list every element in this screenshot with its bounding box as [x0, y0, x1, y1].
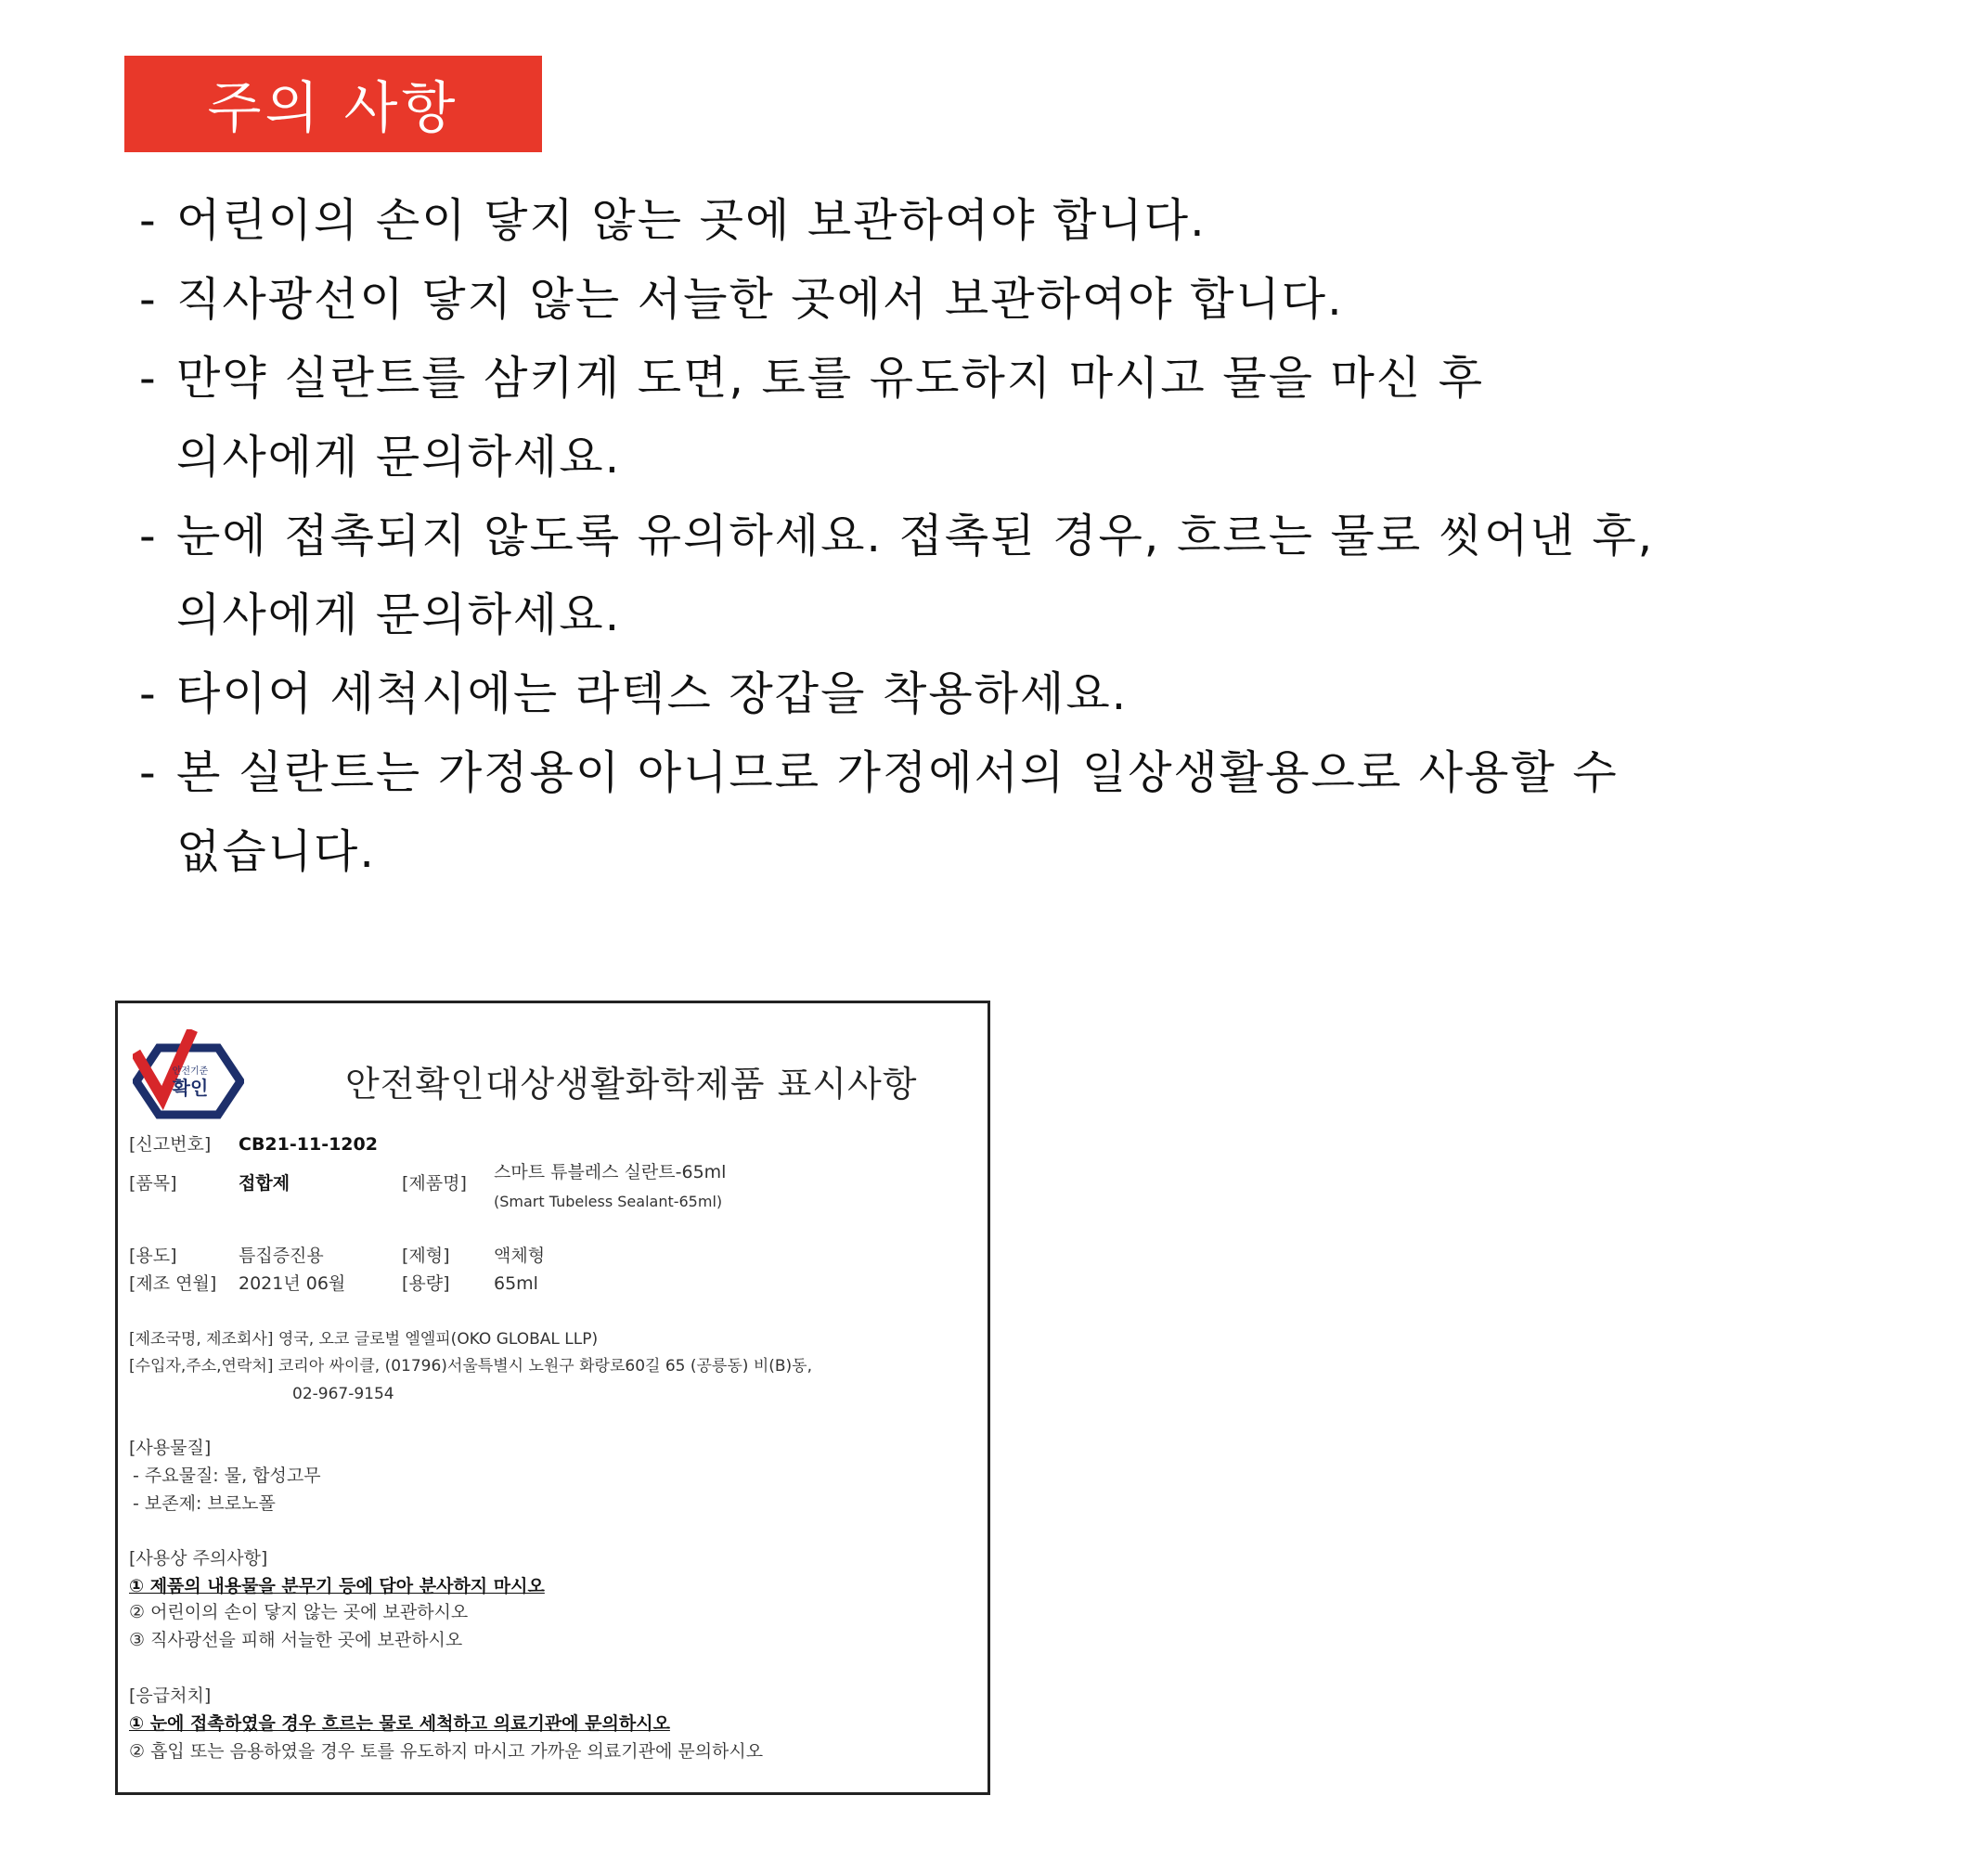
item-value: 접합제: [239, 1173, 290, 1194]
caution-item: [139, 654, 1903, 733]
substance-main: - 주요물질: 물, 합성고무: [133, 1466, 321, 1486]
maker-line: [제조국명, 제조회사] 영국, 오코 글로벌 엘엘피(OKO GLOBAL LLP): [129, 1330, 599, 1349]
emergency-2: ② 흡입 또는 음용하였을 경우 토를 유도하지 마시고 가까운 의료기관에 문의하시오: [129, 1741, 764, 1762]
emergency-label: [응급처치]: [129, 1686, 212, 1706]
bullet-dash: -: [139, 194, 158, 247]
importer-line: [수입자,주소,연락처] 코리아 싸이클, (01796)서울특별시 노원구 화랑로60길 65 (공릉동) 비(B)동,: [129, 1357, 812, 1376]
caution-item: [139, 497, 1903, 654]
caution-text: 타이어 세척시에는 라텍스 장갑을 착용하세요.: [176, 667, 1129, 720]
bullet-dash: -: [139, 352, 158, 405]
logo-text-top: 안전기준: [172, 1066, 209, 1077]
caution-text: 어린이의 손이 닿지 않는 곳에 보관하여야 합니다.: [176, 194, 1207, 247]
use-value: 틈집증진용: [239, 1246, 324, 1266]
caution-text-cont: 없습니다.: [176, 825, 376, 878]
mfg-date-value: 2021년 06월: [239, 1273, 346, 1294]
bullet-dash: -: [139, 273, 158, 326]
precaution-3: ③ 직사광선을 피해 서늘한 곳에 보관하시오: [129, 1630, 463, 1650]
emergency-1: ① 눈에 접촉하였을 경우 흐르는 물로 세척하고 의료기관에 문의하시오: [129, 1713, 670, 1734]
precaution-2: ② 어린이의 손이 닿지 않는 곳에 보관하시오: [129, 1602, 469, 1622]
caution-item: [139, 181, 1903, 260]
caution-text-cont: 의사에게 문의하세요.: [176, 588, 622, 641]
safety-check-logo-icon: [133, 1029, 244, 1122]
caution-text: 본 실란트는 가정용이 아니므로 가정에서의 일상생활용으로 사용할 수: [176, 746, 1619, 799]
caution-text: 눈에 접촉되지 않도록 유의하세요. 접촉된 경우, 흐르는 물로 씻어낸 후,: [176, 510, 1655, 562]
caution-item: [139, 260, 1903, 339]
form-value: 액체형: [494, 1246, 546, 1266]
capacity-label: [용량]: [402, 1273, 450, 1294]
report-no-value: CB21-11-1202: [239, 1134, 378, 1155]
product-name-label: [제품명]: [402, 1173, 467, 1194]
precautions-label: [사용상 주의사항]: [129, 1548, 268, 1569]
label-title: 안전확인대상생활화학제품 표시사항: [345, 1064, 918, 1104]
caution-list: [139, 181, 1903, 891]
caution-text: 만약 실란트를 삼키게 도면, 토를 유도하지 마시고 물을 마신 후: [176, 352, 1485, 405]
caution-title: 주의 사항: [124, 56, 542, 152]
form-label: [제형]: [402, 1246, 450, 1266]
mfg-date-label: [제조 연월]: [129, 1273, 217, 1294]
bullet-dash: -: [139, 510, 158, 562]
logo-text-main: 확인: [172, 1077, 209, 1099]
importer-phone: 02-967-9154: [292, 1385, 394, 1403]
caution-item: [139, 733, 1903, 891]
bullet-dash: -: [139, 667, 158, 720]
substances-label: [사용물질]: [129, 1438, 212, 1458]
product-name-value: 스마트 튜블레스 실란트-65ml: [494, 1162, 727, 1182]
safety-label-box: [115, 1001, 990, 1795]
precaution-1: ① 제품의 내용물을 분무기 등에 담아 분사하지 마시오: [129, 1576, 545, 1596]
caution-item: [139, 339, 1903, 497]
caution-text-cont: 의사에게 문의하세요.: [176, 431, 622, 484]
substance-preservative: - 보존제: 브로노폴: [133, 1493, 276, 1514]
report-no-label: [신고번호]: [129, 1134, 212, 1155]
product-name-en: (Smart Tubeless Sealant-65ml): [494, 1193, 723, 1210]
caution-text: 직사광선이 닿지 않는 서늘한 곳에서 보관하여야 합니다.: [176, 273, 1344, 326]
use-label: [용도]: [129, 1246, 177, 1266]
capacity-value: 65ml: [494, 1273, 538, 1294]
item-label: [품목]: [129, 1173, 177, 1194]
bullet-dash: -: [139, 746, 158, 799]
